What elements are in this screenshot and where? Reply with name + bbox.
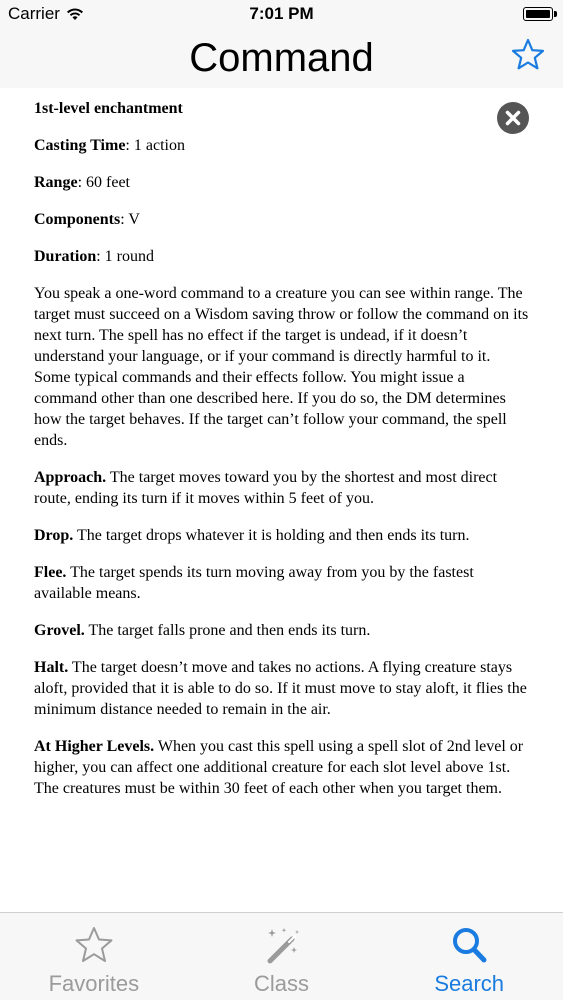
halt-paragraph: Halt. The target doesn’t move and takes no actions. A flying creature stays aloft, provided that it is able to do so. If it must move to stay aloft, it flies the minimum distance needed to remain in the air. — [34, 659, 527, 718]
components-row — [34, 209, 530, 230]
duration-label: Duration — [34, 248, 97, 265]
magic-wand-icon — [262, 925, 302, 965]
star-icon — [74, 925, 114, 965]
search-icon — [449, 925, 489, 965]
tab-bar — [0, 912, 563, 1000]
components-value: : V — [120, 211, 140, 228]
duration-row — [34, 246, 530, 267]
status-time: 7:01 PM — [249, 4, 314, 23]
tab-class-label: Class — [254, 971, 310, 996]
range-value: : 60 feet — [77, 174, 130, 191]
higher-levels-paragraph: At Higher Levels. When you cast this spell using a spell slot of 2nd level or higher, you can affect one additional creature for each slot level above 1st. The creatures must be within 30 feet of each other when you target them. — [34, 738, 524, 797]
tab-search[interactable] — [375, 913, 563, 1000]
tab-favorites[interactable] — [0, 913, 188, 1000]
range-label: Range — [34, 174, 78, 191]
spell-level: 1st-level enchantment — [34, 100, 183, 117]
tab-class[interactable] — [188, 913, 376, 1000]
page-title: Command — [189, 36, 374, 80]
description-paragraph: You speak a one-word command to a creature you can see within range. The target must succeed on a Wisdom saving throw or follow the command on its next turn. The spell has no effect if the target is undead, if it doesn’t understand your language, or if your command is directly harmful to it. Some typical commands and their effects follow. You might issue a command other than one described here. If you do so, the DM determines how the target behaves. If the target can’t follow your command, the spell ends. — [34, 285, 529, 449]
casting-time-label: Casting Time — [34, 137, 126, 154]
tab-favorites-label: Favorites — [48, 971, 140, 996]
battery-icon — [523, 7, 553, 21]
components-label: Components — [34, 211, 121, 228]
spell-description — [34, 98, 530, 815]
range-row — [34, 172, 530, 193]
flee-paragraph: Flee. The target spends its turn moving away from you by the fastest available means. — [34, 564, 474, 602]
tab-search-label: Search — [434, 971, 505, 996]
casting-time-value: : 1 action — [125, 137, 185, 154]
status-bar — [0, 0, 563, 28]
grovel-paragraph: Grovel. The target falls prone and then ends its turn. — [34, 622, 371, 639]
favorite-star-icon[interactable] — [511, 38, 545, 72]
carrier-label: Carrier — [8, 4, 60, 23]
duration-value: : 1 round — [96, 248, 155, 265]
drop-paragraph: Drop. The target drops whatever it is holding and then ends its turn. — [34, 527, 470, 544]
navigation-bar — [0, 28, 563, 88]
approach-paragraph: Approach. The target moves toward you by the shortest and most direct route, ending its turn if it moves within 5 feet of you. — [34, 469, 498, 507]
casting-time-row — [34, 135, 530, 156]
